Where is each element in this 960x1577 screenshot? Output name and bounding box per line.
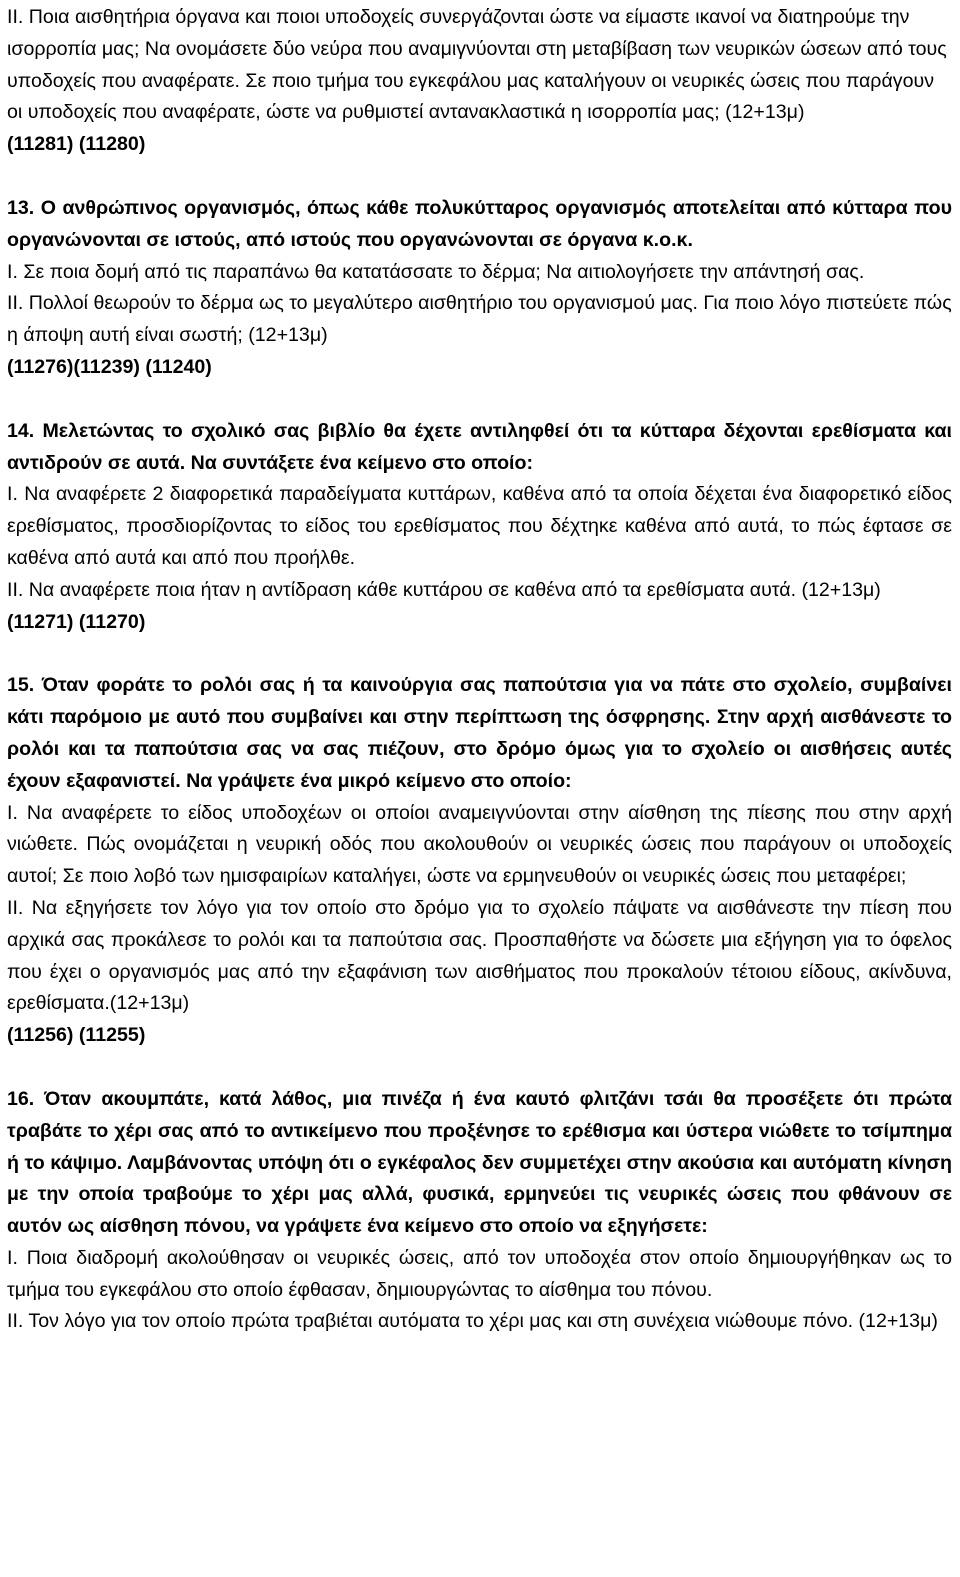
- spacer: [7, 161, 952, 193]
- q16-part2-text: ΙΙ. Τον λόγο για τον οποίο πρώτα τραβιέται αυτόματα το χέρι μας και στη συνέχεια νιώθουμε πόνο. (12+13μ): [7, 1310, 938, 1333]
- q12-part2-text: II. Ποια αισθητήρια όργανα και ποιοι υποδοχείς συνεργάζονται ώστε να είμαστε ικανοί να διατηρούμε την ισορροπία μας; Να ονομάσετε δύο νεύρα που αναμιγνύονται στη μεταβίβαση των νευρικών ώσεων από τους υποδοχείς που αναφέρατε. Σε ποιο τμήμα του εγκεφάλου μας καταλήγουν οι νευρικές ώσεις που παράγουν οι υποδοχείς που αναφέρατε, ώστε να ρυθμιστεί αντανακλαστικά η ισορροπία μας; (12+13μ): [7, 6, 947, 124]
- q15-part2-text: ΙΙ. Να εξηγήσετε τον λόγο για τον οποίο στο δρόμο για το σχολείο πάψατε να αισθάνεστε την πίεση που αρχικά σας προκάλεσε το ρολόι και τα παπούτσια σας. Προσπαθήστε να δώσετε μια εξήγηση για το όφελος που έχει ο οργανισμός μας από την εξαφάνιση των αισθήματος που προκαλούν τέτοιου είδους, ακίνδυνα, ερεθίσματα.(12+13μ): [7, 896, 952, 1015]
- q13-codes: (11276)(11239) (11240): [7, 355, 212, 378]
- spacer: [7, 1052, 952, 1084]
- q13-title: 13. Ο ανθρώπινος οργανισμός, όπως κάθε πολυκύτταρος οργανισμός αποτελείται από κύτταρα που οργανώνονται σε ιστούς, από ιστούς που οργανώνονται σε όργανα κ.ο.κ.: [7, 196, 952, 251]
- q13-part2-text: ΙΙ. Πολλοί θεωρούν το δέρμα ως το μεγαλύτερο αισθητήριο του οργανισμού μας. Για ποιο λόγο πιστεύετε πώς η άποψη αυτή είναι σωστή; (12+13μ): [7, 292, 952, 347]
- spacer: [7, 638, 952, 670]
- q14-part2-text: ΙΙ. Να αναφέρετε ποια ήταν η αντίδραση κάθε κυττάρου σε καθένα από τα ερεθίσματα αυτά. (12+13μ): [7, 578, 881, 601]
- q14-title: 14. Μελετώντας το σχολικό σας βιβλίο θα έχετε αντιληφθεί ότι τα κύτταρα δέχονται ερεθίσματα και αντιδρούν σε αυτά. Να συντάξετε ένα κείμενο στο οποίο:: [7, 419, 952, 474]
- q15-title: 15. Όταν φοράτε το ρολόι σας ή τα καινούργια σας παπούτσια για να πάτε στο σχολείο, συμβαίνει κάτι παρόμοιο με αυτό που συμβαίνει και στην περίπτωση της όσφρησης. Στην αρχή αισθάνεστε το ρολόι και τα παπούτσια σας να σας πιέζουν, στο δρόμο όμως για το σχολείο οι αισθήσεις αυτές έχουν εξαφανιστεί. Να γράψετε ένα μικρό κείμενο στο οποίο:: [7, 674, 952, 792]
- q15-part1-text: Ι. Να αναφέρετε το είδος υποδοχέων οι οποίοι αναμειγνύονται στην αίσθηση της πίεσης που στην αρχή νιώθετε. Πώς ονομάζεται η νευρική οδός που ακολουθούν οι νευρικές ώσεις που παράγουν οι υποδοχείς αυτοί; Σε ποιο λοβό των ημισφαιρίων καταλήγει, ώστε να ερμηνευθούν οι νευρικές ώσεις που μεταφέρει;: [7, 801, 952, 888]
- q15-codes: (11256) (11255): [7, 1024, 146, 1047]
- q12-codes: (11281) (11280): [7, 133, 146, 156]
- spacer: [7, 384, 952, 416]
- q14-codes: (11271) (11270): [7, 610, 146, 633]
- q16-part1-text: Ι. Ποια διαδρομή ακολούθησαν οι νευρικές ώσεις, από τον υποδοχέα στον οποίο δημιουργήθηκαν ως το τμήμα του εγκεφάλου στο οποίο έφθασαν, δημιουργώντας το αίσθημα του πόνου.: [7, 1246, 952, 1301]
- q16-title: 16. Όταν ακουμπάτε, κατά λάθος, μια πινέζα ή ένα καυτό φλιτζάνι τσάι θα προσέξετε ότι πρώτα τραβάτε το χέρι σας από το αντικείμενο που προξένησε το ερέθισμα και ύστερα νιώθετε το τσίμπημα ή το κάψιμο. Λαμβάνοντας υπόψη ότι ο εγκέφαλος δεν συμμετέχει στην ακούσια και αυτόματη κίνηση με την οποία τραβούμε το χέρι μας αλλά, φυσικά, ερμηνεύει τις νευρικές ώσεις που φθάνουν σε αυτόν ως αίσθηση πόνου, να γράψετε ένα κείμενο στο οποίο να εξηγήσετε:: [7, 1087, 952, 1238]
- q13-part1-text: Ι. Σε ποια δομή από τις παραπάνω θα κατατάσσατε το δέρμα; Να αιτιολογήσετε την απάντησή σας.: [7, 260, 865, 283]
- q14-part1-text: Ι. Να αναφέρετε 2 διαφορετικά παραδείγματα κυττάρων, καθένα από τα οποία δέχεται ένα διαφορετικό είδος ερεθίσματος, προσδιορίζοντας το είδος του ερεθίσματος που δέχτηκε καθένα από αυτά, το πώς έφτασε σε καθένα από αυτά και από που προήλθε.: [7, 483, 952, 569]
